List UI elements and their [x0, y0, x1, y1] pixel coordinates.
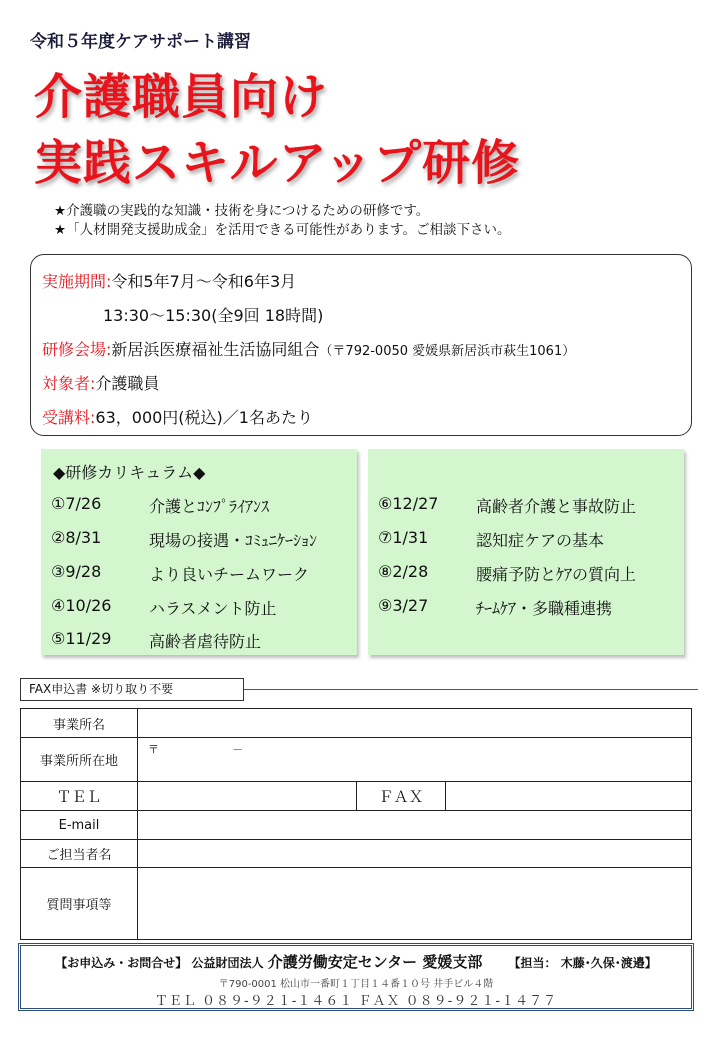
office-address-field[interactable] [138, 738, 692, 782]
title-line-2: 実践スキルアップ研修 [34, 135, 521, 191]
note-2: ★「人材開発支援助成金」を活用できる可能性があります。ご相談下さい。 [54, 222, 511, 238]
info-box [30, 254, 692, 436]
curriculum-date: ⑤11/29 [51, 629, 112, 648]
staff-names: 【担当： 木藤･久保･渡邉】 [508, 956, 657, 970]
fax-label: ＦＡＸ [357, 782, 446, 811]
email-field[interactable] [138, 811, 692, 840]
curriculum-topic: ﾁｰﾑｹｱ・多職種連携 [476, 599, 613, 618]
office-address-label: 事業所所在地 [21, 738, 138, 782]
org-name: 介護労働安定センター 愛媛支部 [267, 953, 483, 971]
postal-dash: － [232, 743, 243, 756]
org-type: 公益財団法人 [191, 956, 264, 970]
curriculum-panel-left [41, 449, 357, 655]
venue-label: 研修会場: [42, 340, 112, 359]
curriculum-date: ⑧2/28 [378, 562, 429, 581]
fee-row [42, 405, 313, 428]
curriculum-heading: ◆研修カリキュラム◆ [53, 463, 206, 482]
curriculum-date: ⑨3/27 [378, 596, 429, 615]
curriculum-date: ⑥12/27 [378, 494, 439, 513]
curriculum-date: ①7/26 [51, 494, 102, 513]
venue-value: 新居浜医療福祉生活協同組合 [111, 340, 320, 359]
curriculum-topic: 介護とｺﾝﾌﾟﾗｲｱﾝｽ [149, 497, 270, 516]
fax-field[interactable] [446, 782, 692, 811]
curriculum-topic: 高齢者介護と事故防止 [476, 497, 637, 516]
person-field[interactable] [138, 840, 692, 868]
fax-form-label: FAX申込書 ※切り取り不要 [20, 678, 244, 701]
curriculum-date: ③9/28 [51, 562, 102, 581]
period-value: 令和5年7月～令和6年3月 [111, 272, 297, 291]
contact-box [18, 943, 694, 1011]
time-row [103, 303, 323, 326]
subtitle: 令和５年度ケアサポート講習 [30, 32, 251, 52]
contact-line-1 [21, 951, 691, 972]
target-row [42, 371, 159, 394]
contact-address: 〒790-0001 松山市一番町１丁目１４番１０号 井手ビル４階 [218, 979, 494, 990]
curriculum-topic: 高齢者虐待防止 [149, 632, 262, 651]
fee-value: 63，000円(税込)／1名あたり [95, 408, 313, 427]
email-label: E-mail [21, 811, 138, 840]
curriculum-topic: ハラスメント防止 [149, 599, 277, 618]
tel-label: ＴＥＬ [21, 782, 138, 811]
venue-address: （〒792-0050 愛媛県新居浜市萩生1061） [319, 344, 576, 359]
questions-field[interactable] [138, 868, 692, 940]
office-name-label: 事業所名 [21, 709, 138, 738]
curriculum-topic: より良いチームワーク [149, 565, 310, 584]
curriculum-topic: 腰痛予防とｹｱの質向上 [476, 565, 637, 584]
note-1: ★介護職の実践的な知識・技術を身につけるための研修です。 [54, 203, 430, 219]
postal-mark: 〒 [148, 743, 159, 756]
time-value: 13:30～15:30(全9回 18時間) [103, 306, 324, 325]
contact-phones: ＴＥＬ ０８９-９２１-１４６１ ＦＡＸ ０８９-９２１-１４７７ [154, 994, 558, 1009]
contact-prefix: 【お申込み・お問合せ】 [55, 956, 188, 970]
title-line-1: 介護職員向け [34, 69, 329, 125]
cut-line [244, 689, 698, 690]
target-label: 対象者: [42, 374, 96, 393]
fee-label: 受講料: [42, 408, 96, 427]
period-row [42, 269, 296, 292]
period-label: 実施期間: [42, 272, 112, 291]
curriculum-topic: 現場の接遇・ｺﾐｭﾆｹｰｼｮﾝ [149, 531, 318, 550]
curriculum-date: ②8/31 [51, 528, 102, 547]
office-name-field[interactable] [138, 709, 692, 738]
application-form [20, 708, 692, 940]
curriculum-panel-right [368, 449, 684, 655]
person-label: ご担当者名 [21, 840, 138, 868]
venue-row [42, 337, 575, 360]
tel-field[interactable] [138, 782, 357, 811]
curriculum-topic: 認知症ケアの基本 [476, 531, 605, 550]
curriculum-date: ④10/26 [51, 596, 112, 615]
target-value: 介護職員 [95, 374, 160, 393]
questions-label: 質問事項等 [21, 868, 138, 940]
curriculum-date: ⑦1/31 [378, 528, 429, 547]
